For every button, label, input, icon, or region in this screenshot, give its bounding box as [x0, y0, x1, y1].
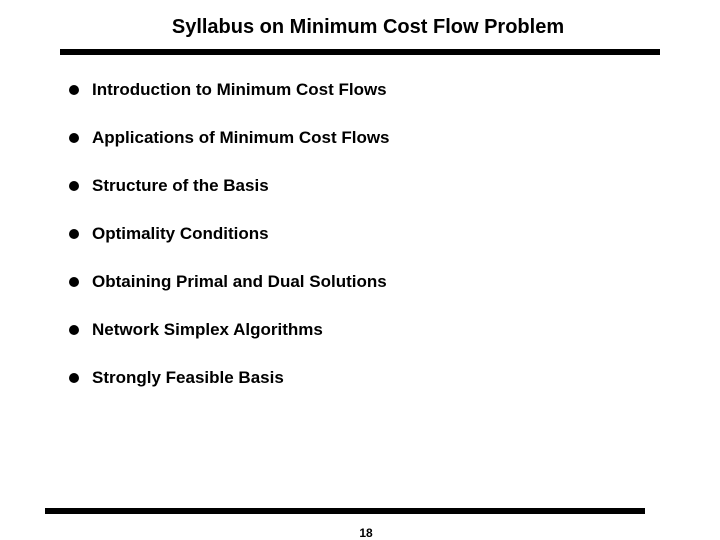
list-item-text: Optimality Conditions [92, 224, 269, 243]
bullet-dot-icon [69, 181, 79, 191]
bullet-dot-icon [69, 133, 79, 143]
list-item [69, 354, 390, 402]
list-item-text: Network Simplex Algorithms [92, 320, 323, 339]
list-item [69, 162, 390, 210]
bullet-dot-icon [69, 229, 79, 239]
title-divider [60, 49, 660, 55]
list-item [69, 210, 390, 258]
slide-title: Syllabus on Minimum Cost Flow Problem [171, 16, 565, 38]
list-item-text: Structure of the Basis [92, 176, 269, 195]
bullet-dot-icon [69, 85, 79, 95]
list-item [69, 306, 390, 354]
list-item-text: Strongly Feasible Basis [92, 368, 284, 387]
list-item [69, 258, 390, 306]
list-item [69, 114, 390, 162]
list-item-text: Obtaining Primal and Dual Solutions [92, 272, 387, 291]
list-item-text: Introduction to Minimum Cost Flows [92, 80, 387, 99]
bullet-dot-icon [69, 277, 79, 287]
syllabus-list [69, 66, 390, 402]
bullet-dot-icon [69, 373, 79, 383]
bullet-dot-icon [69, 325, 79, 335]
list-item-text: Applications of Minimum Cost Flows [92, 128, 390, 147]
list-item [69, 66, 390, 114]
footer-divider [45, 508, 645, 514]
page-number: 18 [359, 526, 373, 540]
